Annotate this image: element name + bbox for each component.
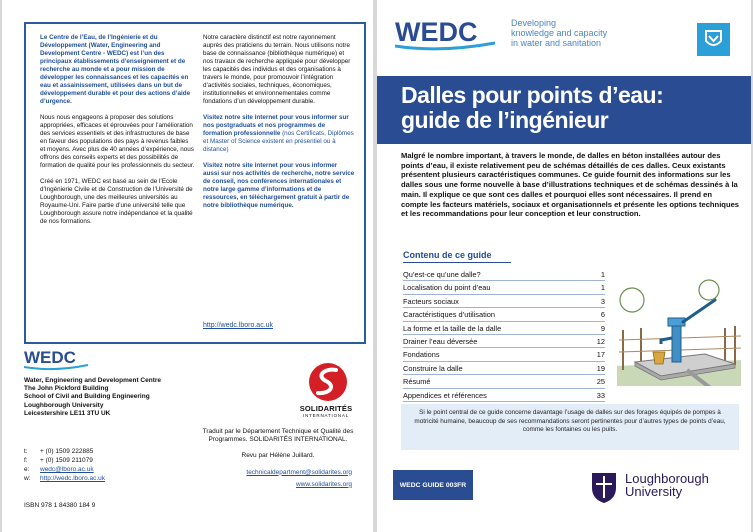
visit-courses-bold: Visitez notre site internet pour vous informer sur nos postgraduats et nos programmes de formation professionnelle bbox=[203, 114, 349, 137]
contact-phone bbox=[24, 447, 105, 456]
postal-address bbox=[24, 377, 209, 418]
visit-research-text: Visitez notre site internet pour vous informer aussi sur nos activités de recherche, notre service de conseil, nos conférences internationales et notre large gamme d’informations et de ressources, en téléchargement gratuit à partir de notre bibliothèque numérique. bbox=[203, 162, 355, 209]
web-link[interactable]: http://wedc.lboro.ac.uk bbox=[40, 475, 106, 482]
toc-entry-page: 9 bbox=[600, 323, 605, 333]
contact-details bbox=[24, 447, 105, 483]
university-name-line: Loughborough bbox=[625, 471, 709, 486]
contact-fax bbox=[24, 456, 105, 465]
address-line: The John Pickford Building bbox=[24, 385, 109, 393]
toc-entry[interactable] bbox=[403, 308, 605, 321]
toc-entry[interactable] bbox=[403, 335, 605, 348]
title-banner bbox=[377, 76, 751, 144]
email-link[interactable]: wedc@lboro.ac.uk bbox=[40, 466, 94, 473]
title-line-1: Dalles pour points d’eau: bbox=[401, 82, 664, 108]
loughborough-university-logo bbox=[625, 472, 709, 498]
about-paragraph: Notre caractère distinctif est notre rayonnement auprès des praticiens du terrain. Nous utilisons notre base de connaissance (bibliothèque numérique) et nos travaux de recherche appliquée pour développer les capacités des individus et des organisations à travers le monde, pour promouvoir l’intégration d’activités sociales, techniques, économiques, institutionnelles et environnementales comme fondations d’un développement durable. bbox=[203, 34, 351, 105]
wedc-logo-text: WEDC bbox=[395, 18, 478, 47]
tagline-line: in water and sanitation bbox=[511, 38, 602, 48]
credits-reviewed-by: Revu par Hélène Juillard. bbox=[241, 452, 315, 460]
toc-entry[interactable] bbox=[403, 295, 605, 308]
contact-web bbox=[24, 474, 105, 483]
handpump-slab-illustration bbox=[617, 270, 741, 386]
wedc-logo bbox=[395, 18, 503, 52]
front-cover bbox=[377, 0, 751, 532]
contact-email bbox=[24, 465, 105, 474]
visit-courses-text bbox=[203, 114, 355, 154]
table-of-contents bbox=[403, 268, 605, 402]
contact-value: + (0) 1509 211079 bbox=[40, 457, 93, 464]
address-line: Loughborough University bbox=[24, 401, 104, 409]
toc-entry-page: 25 bbox=[596, 377, 605, 387]
tagline-line: Developing bbox=[511, 18, 557, 28]
toc-entry[interactable] bbox=[403, 268, 605, 281]
toc-entry-page: 33 bbox=[596, 390, 605, 400]
toc-entry-page: 6 bbox=[600, 310, 605, 320]
scope-note bbox=[401, 404, 739, 450]
toc-entry-page: 12 bbox=[596, 336, 605, 346]
contact-label: e: bbox=[24, 466, 30, 473]
toc-heading-rule bbox=[403, 262, 511, 263]
toc-entry-page: 1 bbox=[600, 270, 605, 279]
tagline-line: knowledge and capacity bbox=[511, 28, 608, 38]
toc-entry-page: 17 bbox=[596, 350, 605, 360]
wedc-logo-text: WEDC bbox=[24, 348, 76, 367]
about-column-2 bbox=[203, 34, 355, 218]
toc-entry-title: Drainer l’eau déversée bbox=[403, 336, 478, 346]
solidarites-web-link[interactable]: www.solidarites.org bbox=[296, 480, 352, 488]
address-line: School of Civil and Building Engineering bbox=[24, 393, 150, 401]
toc-entry-title: Qu’est-ce qu’une dalle? bbox=[403, 270, 481, 279]
translation-credits bbox=[198, 428, 358, 489]
wedc-logo bbox=[24, 348, 94, 372]
toc-entry-title: Localisation du point d’eau bbox=[403, 283, 491, 293]
contact-label: w: bbox=[24, 475, 31, 482]
isbn-number: ISBN 978 1 84380 184 9 bbox=[24, 502, 96, 509]
contact-value: + (0) 1509 222885 bbox=[40, 448, 94, 455]
toc-entry-page: 1 bbox=[600, 283, 605, 293]
toc-entry-title: La forme et la taille de la dalle bbox=[403, 323, 502, 333]
contact-label: t: bbox=[24, 448, 28, 455]
toc-entry-page: 3 bbox=[600, 296, 605, 306]
wedc-website-link[interactable]: http://wedc.lboro.ac.uk bbox=[203, 322, 274, 329]
guide-title bbox=[401, 83, 663, 133]
about-paragraph: Nous nous engageons à proposer des solutions appropriées, efficaces et éprouvées pour l’amélioration des services essentiels et des infrastructures de base en faveur des populations des pays à revenus faibles et moyens. Avec plus de 40 années d’expérience, nous offrons des conseils experts et des possibilités de formation de qualité pour les professionnels du secteur. bbox=[40, 114, 195, 169]
contact-label: f: bbox=[24, 457, 28, 464]
scope-note-text: Si le point central de ce guide concerne davantage l’usage de dalles sur des forages équipés de pompes à motricité humaine, beaucoup de ses recommandations seront pertinentes pour d’autres types de points d’eau, comme les fontaines ou les puits. bbox=[414, 409, 726, 434]
partner-name: SOLIDARITÉS bbox=[299, 404, 353, 413]
solidarites-email-link[interactable]: technicaldepartment@solidarites.org bbox=[246, 468, 352, 476]
toc-entry[interactable] bbox=[403, 322, 605, 335]
toc-entry[interactable] bbox=[403, 362, 605, 375]
visit-courses-detail: (nos Certificats, Diplômes et Master of Science existent en présentiel ou à distance) bbox=[203, 130, 354, 153]
toc-entry[interactable] bbox=[403, 348, 605, 361]
about-paragraph: Le Centre de l’Eau, de l’Ingénierie et du Développement (Water, Engineering and Development Centre - WEDC) est l’un des principaux établissements d’enseignement et de recherche au monde et a pour mission de développer les connaissances et les capacités en eau et assainissement, utilisées dans un but de développement durable et pour des actions d’aide d’urgence. bbox=[40, 34, 191, 105]
title-line-2: guide de l’ingénieur bbox=[401, 107, 609, 133]
toc-entry-title: Caractéristiques d’utilisation bbox=[403, 310, 496, 320]
about-wedc-box bbox=[24, 22, 366, 344]
loughborough-crest-icon bbox=[589, 470, 619, 504]
toc-entry-title: Appendices et références bbox=[403, 390, 487, 400]
toc-entry-title: Facteurs sociaux bbox=[403, 296, 459, 306]
about-column-1 bbox=[40, 34, 195, 234]
address-line: Leicestershire LE11 3TU UK bbox=[24, 409, 111, 417]
credits-translated-by: Traduit par le Département Technique et Qualité des Programmes. SOLIDARITÉS INTERNATIONAL. bbox=[202, 428, 354, 444]
toc-entry-title: Construire la dalle bbox=[403, 363, 463, 373]
back-cover bbox=[2, 0, 373, 532]
toc-heading: Contenu de ce guide bbox=[403, 250, 492, 260]
partner-subtitle: INTERNATIONAL bbox=[302, 413, 350, 418]
toc-entry[interactable] bbox=[403, 389, 605, 402]
guide-number-badge: WEDC GUIDE 003FR bbox=[393, 470, 473, 500]
toc-entry[interactable] bbox=[403, 281, 605, 294]
wedc-tagline bbox=[511, 18, 607, 48]
address-line: Water, Engineering and Development Centre bbox=[24, 377, 162, 384]
toc-entry[interactable] bbox=[403, 375, 605, 388]
intro-paragraph: Malgré le nombre important, à travers le monde, de dalles en béton installées autour des points d’eau, il existe relativement peu de schémas détaillés de ces dalles. Ceux existants présentent plusieurs caractéristiques communes. Ce guide fournit des informations sur les dalles sous une forme nouvelle à base d’illustrations techniques et de schémas dessinés à la main. Il explique ce que sont ces dalles et pourquoi elles sont nécessaires. Il prend en compte les facteurs matériels, sociaux et organisationnels et présente les options techniques et les recommandations pour leur conception et leur construction. bbox=[401, 151, 740, 219]
toc-entry-title: Fondations bbox=[403, 350, 440, 360]
toc-entry-page: 19 bbox=[596, 363, 605, 373]
toc-entry-title: Résumé bbox=[403, 377, 431, 387]
about-paragraph: Créé en 1971, WEDC est basé au sein de l’Ecole d’Ingénierie Civile et de Construction de l’Université de Loughborough, une des meilleures universités au Royaume-Uni. Faire partie d’une université telle que Loughborough assure notre indépendance et la qualité de nos formations. bbox=[40, 178, 193, 225]
shield-icon bbox=[697, 23, 730, 56]
university-name-line: University bbox=[625, 484, 683, 499]
